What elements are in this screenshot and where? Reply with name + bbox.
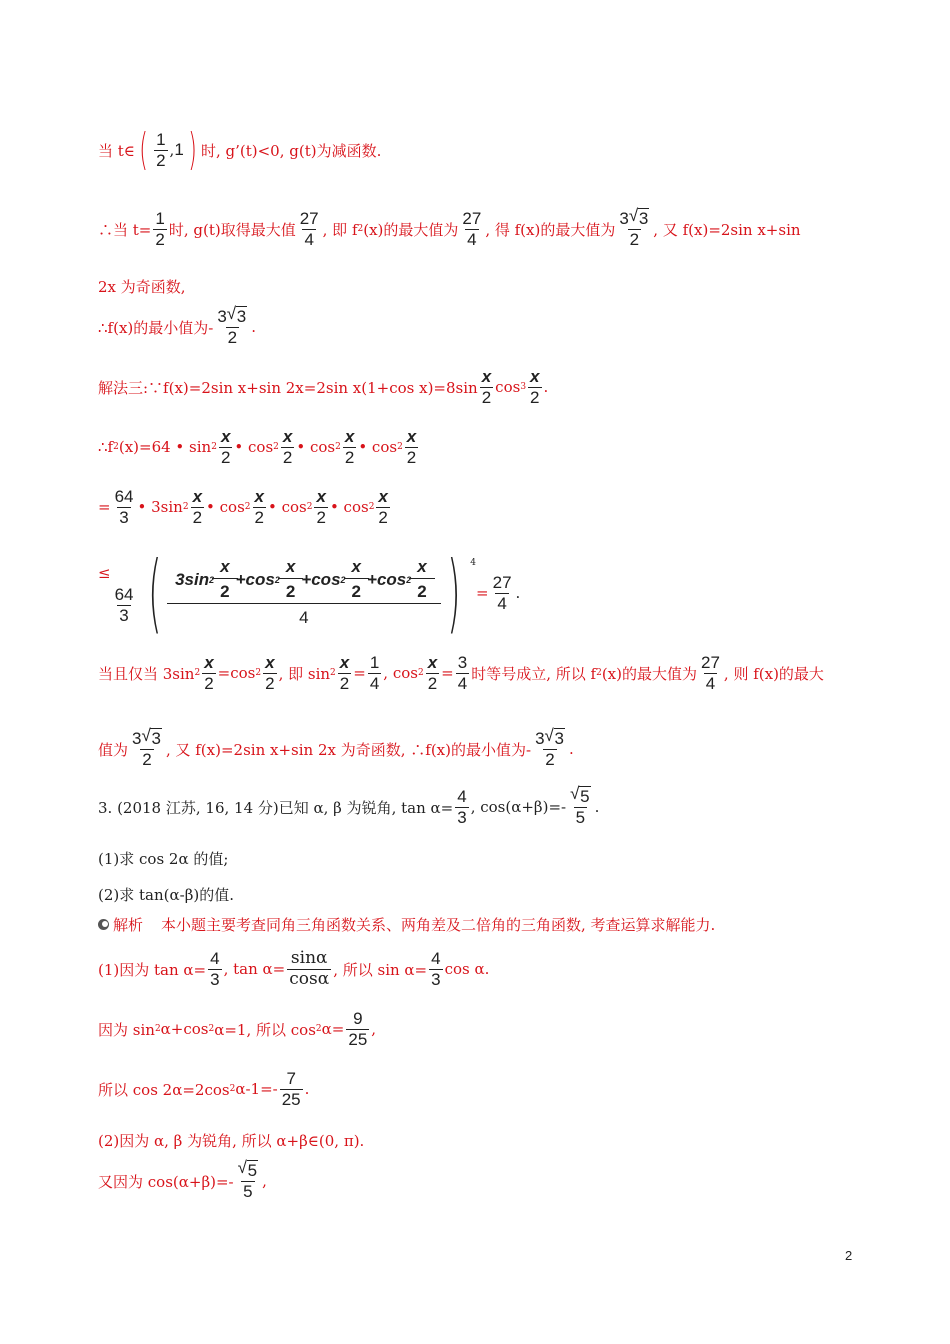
solution-line-15: (1)因为 tan α= $\frac{4}{3}$ , tan α= $\frac{\sin\alpha}{\cos\alpha}$ , 所以 sin α= $\frac{4}{3}$ cos α. bbox=[98, 948, 490, 989]
solution-line-10: 值为 3 √ 3 2 , 又 f(x)=2sin x+sin 2x 为奇函数, ∴f(x)的最小值为- 3 √ 3 2 . bbox=[98, 726, 574, 769]
solution-line-4: ∴f(x)的最小值为- 3 √ 3 2 . bbox=[98, 304, 257, 347]
solution-line-6: ∴f 2 (x)=64 • sin 2 $\frac{x}{2}$ • cos 2 $\frac{x}{2}$ • cos 2 $\frac{x}{2}$ • cos 2 $\frac{x}{2}$ bbox=[98, 427, 417, 467]
solution-line-9: 当且仅当 3sin 2 $\frac{x}{2}$ =cos 2 $\frac{x}{2}$ , 即 sin 2 $\frac{x}{2}$ = $\frac{1}{4}$ , cos 2 $\frac{x}{2}$ = $\frac{3}{4}$ 时等号成立, 所以 f 2 (x)的最大值为 $\frac{27}{4}$ , 则 f(x)的最大 bbox=[98, 653, 824, 693]
page-number: 2 bbox=[845, 1248, 853, 1263]
fraction-sqrt: √ 5 5 bbox=[237, 1158, 258, 1201]
fraction-sqrt: 3 √ 3 2 bbox=[132, 726, 161, 769]
fraction: $\frac{27}{4}$ bbox=[462, 209, 482, 249]
fraction-sqrt: √ 5 5 bbox=[570, 784, 590, 827]
solution-line-7: = $\frac{64}{3}$ • 3sin 2 $\frac{x}{2}$ • cos 2 $\frac{x}{2}$ • cos 2 $\frac{x}{2}$ • cos 2 $\frac{x}{2}$ bbox=[98, 487, 388, 527]
left-paren: ( bbox=[139, 124, 148, 175]
fraction: $\frac{x}{2}$ bbox=[481, 367, 492, 407]
fraction-half: $\frac{1}{2}$ bbox=[156, 129, 166, 170]
question-part-2: (2)求 tan(α-β)的值. bbox=[98, 886, 234, 904]
question-part-1: (1)求 cos 2α 的值; bbox=[98, 850, 229, 868]
right-big-paren: ) bbox=[446, 543, 461, 643]
left-big-paren: ( bbox=[147, 543, 161, 643]
solution-line-16: 因为 sin 2 α+cos 2 α=1, 所以 cos 2 α= $\frac{9}{25}$ , bbox=[98, 1009, 377, 1049]
solution-line-8: ≤ $\frac{64}{3}$ ( 3sin 2 $\frac{x}{2}$ +cos 2 $\frac{x}{2}$ +cos 2 $\frac{x}{2}$ +cos 2 $\frac{x}{2}$ 4 ) $^4$ = $\frac{27}{4}$ . bbox=[98, 543, 521, 643]
solution-line-2: ∴当 t= $\frac{1}{2}$ 时, g(t)取得最大值 $\frac{27}{4}$ , 即 f 2 (x)的最大值为 $\frac{27}{4}$ , 得 f(x)的最大值为 3 √ 3 2 , 又 f(x)=2sin x+sin bbox=[98, 206, 801, 249]
fraction: $\frac{x}{2}$ bbox=[530, 367, 540, 407]
big-fraction: 3sin 2 $\frac{x}{2}$ +cos 2 $\frac{x}{2}$ +cos 2 $\frac{x}{2}$ +cos 2 $\frac{x}{2}$ 4 bbox=[171, 558, 437, 628]
solution-line-17: 所以 cos 2α=2cos 2 α-1=- $\frac{7}{25}$ . bbox=[98, 1069, 310, 1109]
fraction: $\frac{27}{4}$ bbox=[299, 209, 319, 249]
analysis-line: 解析 本小题主要考查同角三角函数关系、两角差及二倍角的三角函数, 考查运算求解能力. bbox=[98, 914, 715, 935]
solution-line-19: 又因为 cos(α+β)=- √ 5 5 , bbox=[98, 1158, 267, 1201]
solution-line-3: 2x 为奇函数, bbox=[98, 278, 186, 296]
right-paren: ) bbox=[188, 124, 197, 175]
fraction-sqrt: 3 √ 3 2 bbox=[217, 304, 247, 347]
solution-line-18: (2)因为 α, β 为锐角, 所以 α+β∈(0, π). bbox=[98, 1132, 365, 1150]
text: 当 t∈ bbox=[98, 141, 135, 160]
fraction: $\frac{1}{2}$ bbox=[155, 209, 165, 249]
question-3: 3. (2018 江苏, 16, 14 分)已知 α, β 为锐角, tan α= $\frac{4}{3}$ , cos(α+β)=- √ 5 5 . bbox=[98, 784, 600, 827]
fraction-sqrt: 3 √ 3 2 bbox=[535, 726, 564, 769]
solution-line-5: 解法三:∵f(x)=2sin x+sin 2x=2sin x(1+cos x)=8sin $\frac{x}{2}$ cos 3 $\frac{x}{2}$ . bbox=[98, 367, 549, 407]
solution-line-1: 当 t∈ ( $\frac{1}{2}$ , 1 ) 时, g’(t)<0, g(t)为减函数. bbox=[98, 124, 382, 175]
analysis-icon bbox=[98, 919, 109, 930]
fraction-sqrt: 3 √ 3 2 bbox=[619, 206, 649, 249]
analysis-label: 解析 bbox=[113, 916, 144, 934]
